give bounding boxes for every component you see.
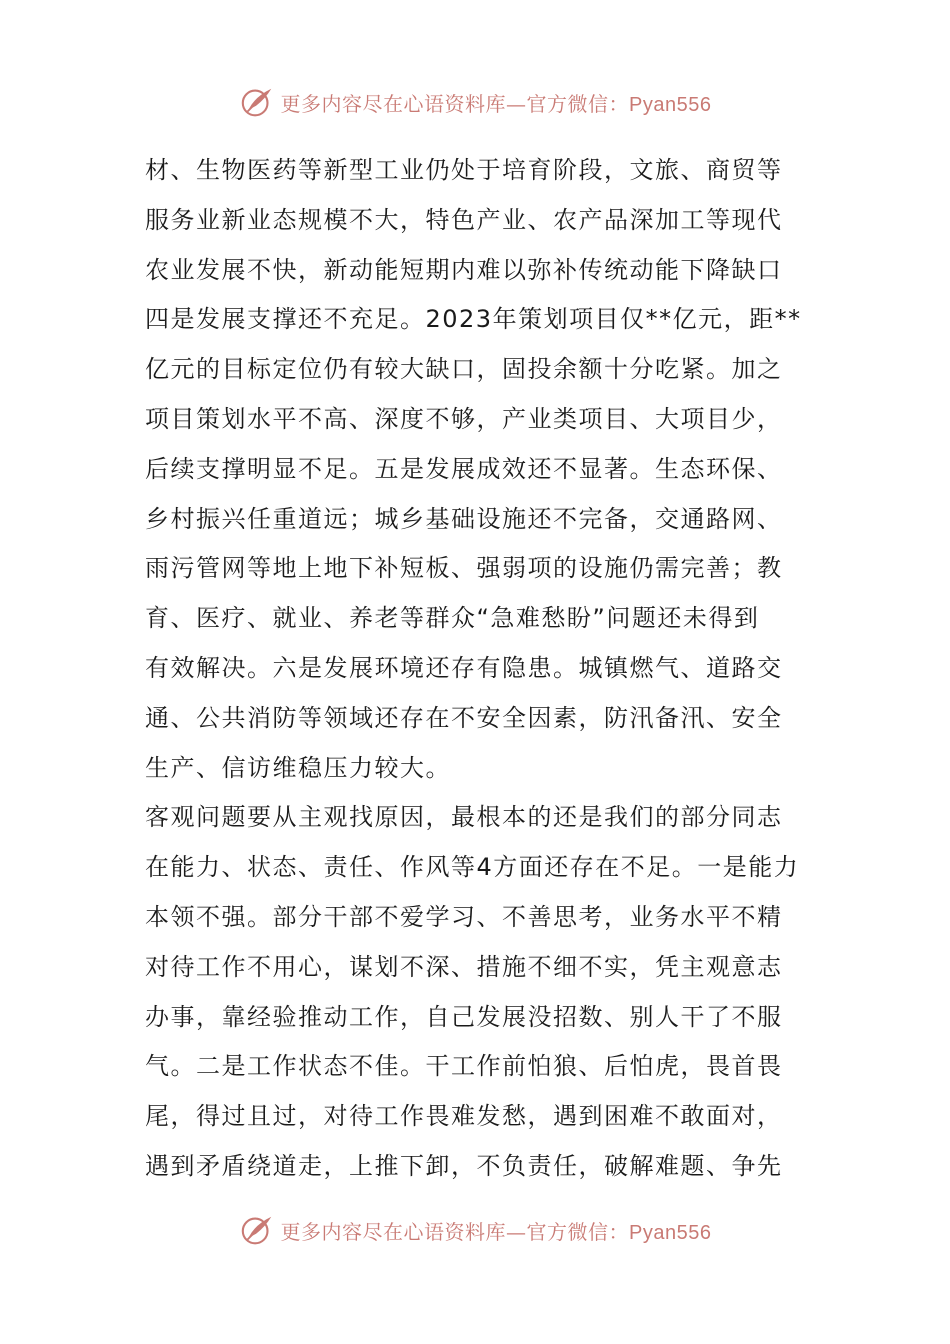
watermark-wechat-id: Pyan556 — [629, 93, 712, 116]
text-line: 雨污管网等地上地下补短板、强弱项的设施仍需完善；教 — [145, 554, 783, 583]
document-body — [145, 146, 807, 1192]
text-line: 办事，靠经验推动工作，自己发展没招数、别人干了不服 — [145, 1002, 783, 1031]
quill-logo-icon — [239, 83, 277, 121]
text-line: 生产、信访维稳压力较大。 — [145, 753, 451, 782]
quill-logo-icon — [239, 1211, 277, 1249]
text-line: 对待工作不用心，谋划不深、措施不细不实，凭主观意志 — [145, 952, 783, 981]
text-line: 项目策划水平不高、深度不够，产业类项目、大项目少， — [145, 404, 783, 433]
text-line: 农业发展不快，新动能短期内难以弥补传统动能下降缺口 — [145, 255, 783, 284]
text-line: 气。二是工作状态不佳。干工作前怕狼、后怕虎，畏首畏 — [145, 1052, 783, 1081]
text-line: 服务业新业态规模不大，特色产业、农产品深加工等现代 — [145, 205, 783, 234]
text-line: 材、生物医药等新型工业仍处于培育阶段，文旅、商贸等 — [145, 156, 783, 184]
watermark-text — [281, 1216, 712, 1245]
text-line: 后续支撑明显不足。五是发展成效还不显著。生态环保、 — [145, 454, 783, 483]
text-line: 尾，得过且过，对待工作畏难发愁，遇到困难不敢面对， — [145, 1102, 783, 1131]
text-line: 有效解决。六是发展环境还存有隐患。城镇燃气、道路交 — [145, 653, 783, 682]
watermark-wechat-id: Pyan556 — [629, 1221, 712, 1244]
header-watermark — [0, 80, 950, 124]
text-line: 乡村振兴任重道远；城乡基础设施还不完备，交通路网、 — [145, 504, 783, 533]
watermark-text — [281, 88, 712, 117]
text-line: 遇到矛盾绕道走，上推下卸，不负责任，破解难题、争先 — [145, 1151, 783, 1180]
text-line: 在能力、状态、责任、作风等4方面还存在不足。一是能力 — [145, 853, 800, 882]
text-line: 客观问题要从主观找原因，最根本的还是我们的部分同志 — [145, 803, 783, 832]
text-line: 育、医疗、就业、养老等群众“急难愁盼”问题还未得到 — [145, 604, 760, 633]
text-line: 亿元的目标定位仍有较大缺口，固投余额十分吃紧。加之 — [145, 355, 783, 384]
text-line: 通、公共消防等领域还存在不安全因素，防汛备汛、安全 — [145, 703, 783, 732]
text-line: 四是发展支撑还不充足。2023年策划项目仅**亿元，距** — [145, 305, 802, 334]
watermark-cn: 更多内容尽在心语资料库—官方微信： — [280, 91, 630, 116]
text-line: 本领不强。部分干部不爱学习、不善思考，业务水平不精 — [145, 902, 783, 931]
watermark-cn: 更多内容尽在心语资料库—官方微信： — [280, 1219, 630, 1244]
footer-watermark — [0, 1208, 950, 1252]
